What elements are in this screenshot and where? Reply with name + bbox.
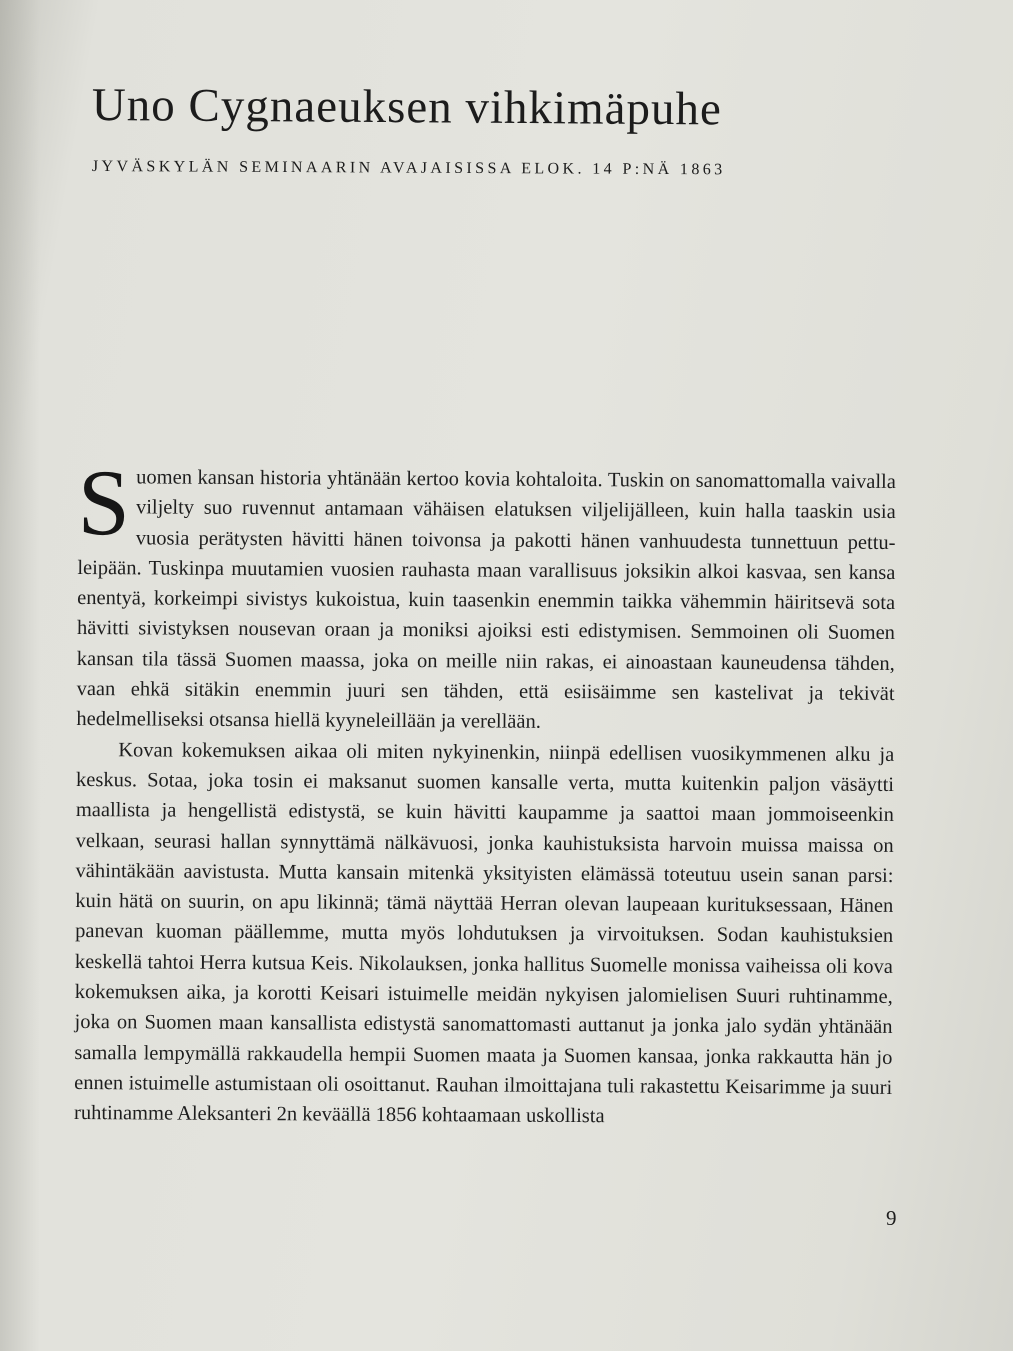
page-gutter-shadow — [0, 0, 40, 1351]
page-number: 9 — [886, 1206, 897, 1230]
page-title: Uno Cygnaeuksen vihkimäpuhe — [91, 78, 723, 136]
page-subtitle: JYVÄSKYLÄN SEMINAARIN AVAJAISISSA ELOK. 14 P:NÄ 1863 — [91, 158, 726, 179]
paragraph-2: Kovan kokemuksen aikaa oli miten nykyinenkin, niinpä edellisen vuosikymmenen alku ja keskus. Sotaa, joka tosin ei maksanut suomen kansalle verta, mutta kuitenkin paljon väsäytti maallista ja hengellistä edistystä, se kuin hävitti kaupamme ja saattoi maan jommoiseenkin velkaan, seurasi hallan synnyttämä nälkävuosi, jonka kauhistuksista harvoin muissa maissa on vähintäkään aavistusta. Mutta kansain mitenkä yksityisten elämässä toteutuu usein sanan parsi: kuin hätä on suurin, on apu likinnä; tämä näyttää Herran olevan laupeaan kurituksessaan, Hänen panevan kuoman päällemme, mutta myös lohdutuksen ja virvoituksen. Sodan kauhistuksien keskellä tahtoi Herra kutsua Keis. Nikolauksen, jonka hallitus Suomelle monissa vaiheissa oli kova kokemuksen aika, ja korotti Keisari istuimelle meidän nykyisen jalomielisen Suuri ruhtinamme, joka on Suomen maan kansallista edistystä sanomattomasti auttanut ja jonka jalo sydän yhtänään samalla lempymällä rakkaudella hempii Suomen maata ja Suomen kansaa, jonka rakkautta hän jo ennen istuimelle astumistaan oli osoittanut. Rauhan ilmoittajana tuli rakastettu Keisarimme ja suuri ruhtinamme Aleksanteri 2n keväällä 1856 kohtaamaan uskollista — [73, 738, 895, 1128]
body-text — [73, 451, 896, 1134]
drop-cap: S — [77, 451, 131, 556]
paragraph-1 — [76, 451, 896, 740]
paragraph-1-text: uomen kansan historia yhtänään kertoo kovia kohtaloita. Tuskin on sanomattomalla vaivalla viljelty suo ruvennut antamaan vähäisen elatuksen viljelijälleen, kuin halla taaskin usia vuosia perätysten hävitti hänen toivonsa ja pakotti hänen vanhuudesta tunnettuun pettu-leipään. Tuskinpa muutamien vuosien rauhasta maan varallisuus joksikin alkoi kasvaa, sen kansa enentyä, korkeimpi sivistys kukoistua, kuin taasenkin enemmin taikka vähemmin häiritsevä sota hävitti sivistyksen nousevan oraan ja moniksi ajoiksi esti edistymisen. Semmoinen oli Suomen kansan tila tässä Suomen maassa, joka on meille niin rakas, ei ainoastaan kauneudensa tähden, vaan ehkä sitäkin enemmin juuri sen tähden, että esiisäimme sen kastelivat ja tekivät hedelmelliseksi otsansa hiellä kyyneleillään ja verellään. — [76, 466, 896, 734]
